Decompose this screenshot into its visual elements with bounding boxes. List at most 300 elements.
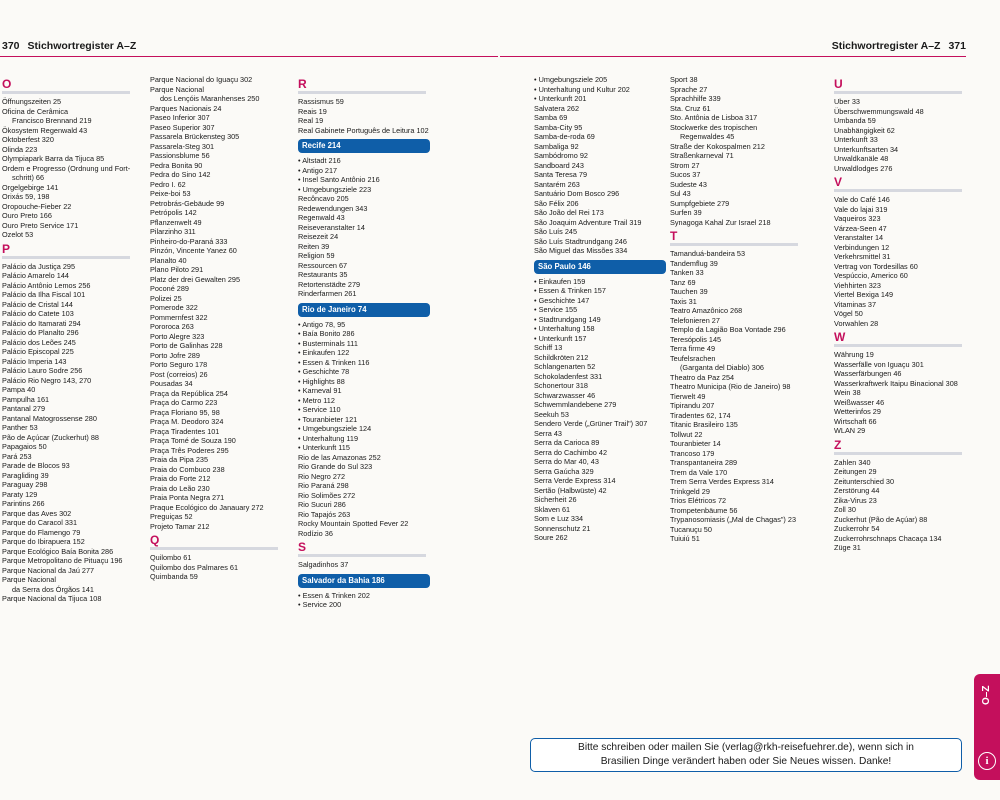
index-entry: Palácio Antônio Lemos 256 [2, 280, 91, 290]
index-entry: Straßenkarneval 71 [670, 151, 734, 160]
index-entry: Tanz 69 [670, 277, 696, 287]
index-entry: Samba-City 95 [534, 122, 583, 132]
index-entry: Sprachhilfe 339 [670, 94, 721, 103]
index-entry: Olinda 223 [2, 144, 38, 154]
index-entry: • Geschichte 147 [534, 296, 674, 306]
index-entry: Umbanda 59 [834, 116, 876, 125]
index-entry: Sport 38 [670, 75, 698, 84]
index-entry: • Unterhaltung 158 [534, 324, 674, 334]
index-entry: Parque do Ibirapuera 152 [2, 537, 85, 546]
index-entry: Paraty 129 [2, 489, 38, 499]
index-entry: • Einkaufen 159 [534, 277, 674, 287]
section-letter: U [834, 78, 962, 94]
index-entry: WLAN 29 [834, 426, 866, 435]
index-entry: Straße der Kokospalmen 212 [670, 141, 765, 151]
index-entry: Züge 31 [834, 543, 861, 552]
index-entry: Palácio do Itamarati 294 [2, 318, 81, 328]
index-entry: Som e Luz 334 [534, 514, 584, 523]
index-entry: Várzea-Seen 47 [834, 223, 887, 233]
index-entry: Trypanosomiasis („Mal de Chagas") 23 [670, 515, 797, 524]
city-heading: Recife 214 [298, 139, 430, 153]
index-entry: Oropouche-Fieber 22 [2, 201, 72, 211]
index-entry: Zika-Virus 23 [834, 495, 877, 505]
index-entry: Praça Floriano 95, 98 [150, 407, 220, 417]
index-entry: Strom 27 [670, 160, 700, 170]
index-entry: Palácio do Planalto 296 [2, 328, 79, 337]
index-entry: Templo da Lagião Boa Vontade 296 [670, 325, 786, 334]
index-entry: Palácio Amarelo 144 [2, 271, 69, 280]
index-entry: Palácio da Ilha Fiscal 101 [2, 290, 86, 299]
index-entry: Tandemflug 39 [670, 258, 718, 268]
index-entry: Vertrag von Tordesillas 60 [834, 261, 918, 271]
index-entry: Praça do Carmo 223 [150, 398, 218, 407]
index-entry: Vale do lajai 319 [834, 204, 888, 214]
index-entry: Schonertour 318 [534, 381, 588, 390]
index-entry: Oktoberfest 320 [2, 135, 54, 144]
index-entry: Palácio do Catete 103 [2, 309, 74, 318]
index-entry: Telefonieren 27 [670, 315, 720, 325]
index-entry: Rio Solimões 272 [298, 490, 356, 500]
index-entry: Platz der drei Gewalten 295 [150, 274, 241, 284]
index-entry: Real Gabinete Português de Leitura 102 [298, 125, 429, 135]
index-entry: • Antigo 217 [298, 166, 438, 176]
index-entry: Wetterinfos 29 [834, 407, 881, 416]
index-entry: Veranstalter 14 [834, 233, 884, 242]
index-entry: Palácio da Justiça 295 [2, 261, 76, 271]
index-entry: Rio Sucuri 286 [298, 500, 346, 509]
index-entry: São João del Rei 173 [534, 208, 604, 217]
index-entry: Rodízio 36 [298, 528, 333, 538]
index-column [670, 75, 810, 544]
index-entry: Trem Serra Verdes Express 314 [670, 477, 774, 486]
index-entry: Urwaldlodges 276 [834, 163, 893, 173]
index-entry: Taxis 31 [670, 296, 697, 306]
index-entry: Urwaldkanäle 48 [834, 154, 889, 163]
city-heading: Salvador da Bahia 186 [298, 574, 430, 588]
index-entry: Parque Nacional da Tijuca 108 [2, 594, 102, 603]
index-entry: Terra firme 49 [670, 344, 716, 353]
index-entry: Reiten 39 [298, 241, 330, 251]
index-entry: Passarela-Steg 301 [150, 141, 215, 151]
index-entry: Vale do Café 146 [834, 195, 890, 204]
index-entry: • Busterminals 111 [298, 339, 438, 349]
index-entry: Serra Gaúcha 329 [534, 466, 594, 476]
page-title-left: Stichwortregister A–Z [27, 40, 137, 52]
index-entry: Parque Metropolitano de Pituaçu 196 [2, 556, 123, 565]
index-entry: Porto Jofre 289 [150, 350, 200, 360]
index-entry: Tauchen 39 [670, 287, 708, 296]
index-entry: Rassismus 59 [298, 97, 344, 106]
index-entry: Sonnenschutz 21 [534, 523, 591, 533]
index-entry: Serra do Cachimbo 42 [534, 447, 608, 457]
index-entry: Paseo Inferior 307 [150, 113, 210, 122]
index-entry: Unterkunftsarten 34 [834, 144, 899, 154]
index-entry: Rio Negro 272 [298, 471, 346, 481]
index-entry: Tamanduá-bandeira 53 [670, 249, 746, 258]
index-entry: Praça M. Deodoro 324 [150, 417, 224, 426]
index-entry: Sto. Antônia de Lisboa 317 [670, 113, 758, 122]
index-entry: Porto de Galinhas 228 [150, 341, 223, 350]
index-entry: Palácio de Cristal 144 [2, 299, 73, 309]
index-entry: Santuário Dom Bosco 296 [534, 189, 620, 198]
index-entry: Ökosystem Regenwald 43 [2, 125, 88, 135]
index-entry: Transpantaneira 289 [670, 458, 738, 467]
city-heading: Rio de Janeiro 74 [298, 303, 430, 317]
index-entry: Praça Tomé de Souza 190 [150, 436, 236, 445]
index-column [534, 75, 674, 543]
index-column [298, 75, 438, 610]
index-entry: Sambaliga 92 [534, 141, 579, 151]
index-entry: Tiradentes 62, 174 [670, 410, 731, 420]
index-entry: Wasserfälle von Iguaçu 301 [834, 359, 924, 369]
index-entry: Rio Tapajós 263 [298, 509, 351, 519]
index-entry: São Luís 245 [534, 227, 578, 236]
index-entry: Währung 19 [834, 350, 874, 359]
index-entry: Pantanal 279 [2, 404, 46, 413]
index-entry: Sklaven 61 [534, 504, 571, 514]
index-entry: Pororoca 263 [150, 322, 194, 331]
index-entry: Ouro Preto Service 171 [2, 220, 79, 230]
index-entry: Unabhängigkeit 62 [834, 125, 895, 135]
index-entry: Trancoso 179 [670, 448, 715, 458]
section-letter: O [2, 78, 130, 94]
index-entry: • Unterkunft 157 [534, 334, 674, 344]
index-entry: Passarela Brückensteg 305 [150, 132, 240, 141]
index-entry: • Service 110 [298, 405, 438, 415]
index-entry: São Félix 206 [534, 198, 579, 208]
index-entry: Serra do Mar 40, 43 [534, 457, 599, 466]
index-entry: Redewendungen 343 [298, 203, 368, 213]
index-entry: Palácio dos Leões 245 [2, 337, 76, 347]
index-entry: schritt) 66 [12, 173, 45, 182]
page-header-right [832, 40, 966, 56]
index-entry: Serra 43 [534, 428, 562, 438]
index-entry: Schwarzwasser 46 [534, 390, 596, 400]
index-entry: Schlangenarten 52 [534, 362, 596, 371]
index-entry: Plano Piloto 291 [150, 265, 204, 274]
index-entry: Synagoga Kahal Zur Israel 218 [670, 217, 771, 227]
section-letter: R [298, 78, 426, 94]
index-entry: Pedra do Sino 142 [150, 170, 211, 179]
index-entry: Projeto Tamar 212 [150, 521, 210, 531]
notice-line-2: Brasilien Dinge verändert haben oder Sie Neues wissen. Danke! [600, 756, 892, 767]
index-entry: • Highlights 88 [298, 377, 438, 387]
index-entry: • Unterkunft 201 [534, 94, 674, 104]
index-entry: Praque Ecológico do Janauary 272 [150, 502, 264, 512]
index-entry: Petrópolis 142 [150, 208, 197, 217]
index-entry: Parade de Blocos 93 [2, 461, 70, 470]
index-entry: (Garganta del Diablo) 306 [680, 363, 764, 372]
index-entry: Pinzón, Vincente Yanez 60 [150, 246, 237, 255]
index-entry: Quimbanda 59 [150, 572, 198, 581]
index-entry: Wasserfärbungen 46 [834, 369, 902, 378]
index-entry: Pão de Açúcar (Zuckerhut) 88 [2, 432, 99, 442]
index-entry: Palácio Rio Negro 143, 270 [2, 375, 92, 385]
index-entry: Parque do Caracol 331 [2, 518, 78, 527]
index-entry: Sambódromo 92 [534, 151, 588, 160]
index-entry: Zuckerhut (Pão de Açúar) 88 [834, 514, 928, 524]
index-entry: Pinheiro-do-Paraná 333 [150, 236, 228, 246]
index-entry: Parque das Aves 302 [2, 508, 72, 518]
index-entry: São Luís Stadtrundgang 246 [534, 236, 627, 246]
notice-line-1: Bitte schreiben oder mailen Sie (verlag@rkh-reisefuehrer.de), wenn sich in [578, 742, 914, 753]
index-entry: Zoll 30 [834, 505, 856, 514]
index-entry: Rocky Mountain Spotted Fever 22 [298, 519, 409, 528]
index-entry: • Geschichte 78 [298, 367, 438, 377]
index-entry: • Unterhaltung und Kultur 202 [534, 85, 674, 95]
index-entry: Uber 33 [834, 97, 860, 106]
index-entry: Regenwald 43 [298, 213, 345, 222]
index-entry: • Service 200 [298, 600, 438, 610]
index-entry: Tanken 33 [670, 268, 704, 277]
index-entry: São Joaquim Adventure Trail 319 [534, 217, 642, 227]
index-entry: • Unterhaltung 119 [298, 434, 438, 444]
index-entry: Teresópolis 145 [670, 334, 722, 344]
index-entry: Wasserkraftwerk Itaipu Binacional 308 [834, 378, 958, 388]
index-entry: Parque Nacional do Iguaçu 302 [150, 75, 253, 84]
index-entry: Ouro Preto 166 [2, 211, 52, 220]
index-entry: Vögel 50 [834, 309, 863, 318]
index-entry: Orgelgebirge 141 [2, 182, 59, 192]
section-letter: Z [834, 439, 962, 455]
index-entry: Sudeste 43 [670, 179, 707, 189]
index-entry: Teufelsrachen [670, 353, 716, 363]
section-letter: Q [150, 534, 278, 550]
index-entry: Praia Ponta Negra 271 [150, 493, 225, 502]
index-entry: Ordem e Progresso (Ordnung und Fort- [2, 163, 131, 173]
index-entry: Paseo Superior 307 [150, 122, 215, 132]
index-entry: Schwemmlandebene 279 [534, 400, 617, 409]
index-entry: Parintins 266 [2, 499, 45, 508]
index-entry: Parque do Flamengo 79 [2, 527, 81, 537]
index-entry: Papagaios 50 [2, 442, 47, 451]
index-entry: Verkehrsmittel 31 [834, 252, 891, 261]
index-entry: Schokoladenfest 331 [534, 371, 603, 381]
index-entry: • Umgebungsziele 124 [298, 424, 438, 434]
index-entry: Stockwerke des tropischen [670, 122, 758, 132]
index-entry: Überschwemmungswald 48 [834, 106, 924, 116]
index-entry: Reais 19 [298, 106, 327, 116]
index-entry: Praça da República 254 [150, 388, 228, 398]
index-entry: Praia do Leão 230 [150, 483, 210, 493]
index-entry: Öffnungszeiten 25 [2, 97, 62, 106]
index-entry: Pampa 40 [2, 385, 36, 394]
index-entry: Theatro da Paz 254 [670, 372, 735, 382]
index-entry: Zeitunterschied 30 [834, 476, 895, 486]
index-entry: Recôncavo 205 [298, 194, 349, 203]
section-letter: W [834, 331, 962, 347]
index-entry: Zuckerrohrschnaps Chacaça 134 [834, 533, 942, 543]
section-letter: P [2, 243, 130, 259]
index-entry: Praça Tiradentes 101 [150, 426, 220, 436]
index-entry: Palácio Lauro Sodre 256 [2, 366, 83, 375]
index-entry: • Karneval 91 [298, 386, 438, 396]
info-icon[interactable]: i [978, 752, 996, 770]
index-entry: • Essen & Trinken 157 [534, 286, 674, 296]
index-entry: Restaurants 35 [298, 270, 348, 279]
index-entry: Sumpfgebiete 279 [670, 198, 730, 208]
index-entry: Petrobrás-Gebäude 99 [150, 198, 225, 208]
index-entry: Samba 69 [534, 113, 568, 122]
index-entry: Theatro Municipa (Rio de Janeiro) 98 [670, 382, 791, 391]
index-entry: Sul 43 [670, 189, 691, 198]
index-entry: Pommernfest 322 [150, 312, 208, 322]
feedback-notice [530, 738, 962, 772]
index-entry: Wein 38 [834, 388, 861, 397]
index-entry: Sertão (Halbwüste) 42 [534, 485, 607, 495]
index-entry: Zuckerrohr 54 [834, 524, 880, 533]
index-entry: Sta. Cruz 61 [670, 103, 711, 113]
index-entry: Tollwut 22 [670, 429, 703, 439]
index-entry: Praça Três Poderes 295 [150, 445, 229, 455]
index-entry: Tierwelt 49 [670, 391, 706, 401]
index-entry: Tuiuiú 51 [670, 534, 700, 543]
index-column [834, 75, 974, 553]
page-title-right: Stichwortregister A–Z [831, 40, 941, 52]
index-entry: Palácio Imperia 143 [2, 356, 67, 366]
index-entry: Retortenstädte 279 [298, 279, 361, 289]
index-entry: Real 19 [298, 116, 324, 125]
index-entry: Zeitungen 29 [834, 467, 877, 476]
index-entry: Santa Teresa 79 [534, 170, 588, 179]
index-entry: • Altstadt 216 [298, 156, 438, 166]
index-entry: Sicherheit 26 [534, 495, 577, 504]
index-entry: Sprache 27 [670, 84, 708, 94]
index-entry: Pampulha 161 [2, 394, 50, 404]
index-entry: Religion 59 [298, 251, 335, 260]
index-entry: Pedro I. 62 [150, 179, 186, 189]
index-entry: Pantanal Matogrossense 280 [2, 413, 97, 423]
index-entry: Peixe-boi 53 [150, 189, 191, 198]
index-entry: • Insel Santo Antônio 216 [298, 175, 438, 185]
index-entry: Passionsblume 56 [150, 151, 210, 160]
index-entry: Schildkröten 212 [534, 352, 589, 362]
index-entry: Pedra Bonita 90 [150, 160, 203, 170]
index-entry: Touranbieter 14 [670, 439, 721, 448]
index-entry: Samba-de-roda 69 [534, 132, 595, 141]
index-entry: Trem da Vale 170 [670, 467, 728, 477]
index-entry: Teatro Amazônico 268 [670, 306, 743, 315]
index-entry: Planalto 40 [150, 255, 187, 265]
index-entry: • Essen & Trinken 202 [298, 591, 438, 601]
index-entry: Vitaminas 37 [834, 299, 877, 309]
index-entry: Poconé 289 [150, 284, 189, 293]
section-letter: S [298, 541, 426, 557]
index-entry: Wirtschaft 66 [834, 416, 877, 426]
index-entry: Regenwaldes 45 [680, 132, 735, 141]
page-number-left: 370 [2, 40, 20, 52]
index-entry: Paragliding 39 [2, 470, 49, 480]
index-entry: Vaqueiros 323 [834, 214, 881, 223]
index-entry: Serra Verde Express 314 [534, 476, 616, 485]
index-entry: Unterkunft 33 [834, 135, 878, 144]
index-entry: Pilarzinho 311 [150, 227, 196, 236]
index-entry: Praia do Forte 212 [150, 474, 211, 483]
index-entry: Viehhirten 323 [834, 280, 881, 290]
index-entry: • Essen & Trinken 116 [298, 358, 438, 368]
section-tab-label: O–Z [981, 685, 992, 705]
index-entry: da Serra dos Órgãos 141 [12, 584, 94, 594]
index-entry: Surfen 39 [670, 208, 702, 217]
index-entry: Weißwasser 46 [834, 397, 885, 407]
index-entry: Rio Paraná 298 [298, 481, 349, 490]
index-entry: Verbindungen 12 [834, 242, 890, 252]
index-entry: Sandboard 243 [534, 160, 584, 170]
index-entry: • Baía Bonito 286 [298, 329, 438, 339]
index-entry: São Miguel das Missões 334 [534, 246, 628, 255]
index-entry: Tucanuçu 50 [670, 524, 712, 534]
index-entry: dos Lençóis Maranhenses 250 [160, 94, 260, 103]
index-entry: Trinkgeld 29 [670, 486, 710, 496]
index-entry: • Umgebungsziele 205 [534, 75, 674, 85]
section-letter: V [834, 176, 962, 192]
index-entry: Schiff 13 [534, 343, 563, 352]
index-entry: Orixás 59, 198 [2, 192, 50, 201]
index-column [2, 75, 142, 604]
section-letter: T [670, 230, 798, 246]
index-entry: Parque Nacional da Jaú 277 [2, 565, 95, 575]
index-entry: • Stadtrundgang 149 [534, 315, 674, 325]
index-entry: Parques Nacionais 24 [150, 103, 222, 113]
index-entry: Tipirandu 207 [670, 401, 715, 410]
index-entry: Porto Alegre 323 [150, 331, 205, 341]
index-entry: Reisezeit 24 [298, 232, 339, 241]
index-entry: • Service 155 [534, 305, 674, 315]
index-entry: Rinderfarmen 261 [298, 289, 357, 298]
index-entry: • Antigo 78, 95 [298, 320, 438, 330]
index-entry: • Umgebungsziele 223 [298, 185, 438, 195]
index-entry: Soure 262 [534, 533, 568, 542]
index-entry: Parque Nacional [2, 575, 56, 584]
index-column [150, 75, 290, 582]
index-entry: Vorwahlen 28 [834, 318, 879, 328]
index-entry: Quilombo 61 [150, 553, 192, 562]
index-entry: Zerstörung 44 [834, 486, 880, 495]
section-tab[interactable] [974, 674, 1000, 780]
page-header-left [2, 40, 136, 56]
index-entry: Viertel Bexiga 149 [834, 290, 894, 299]
index-entry: Trompetenbäume 56 [670, 505, 738, 515]
index-entry: Paraguay 298 [2, 480, 48, 489]
index-entry: Parque Ecológico Baía Bonita 286 [2, 546, 114, 556]
index-entry: Parque Nacional [150, 84, 204, 94]
index-entry: Palácio Episcopal 225 [2, 347, 74, 356]
index-entry: Praia do Combuco 238 [150, 464, 225, 474]
index-entry: Salgadinhos 37 [298, 560, 349, 569]
index-entry: Salvatera 262 [534, 103, 580, 113]
index-entry: Pflanzenwelt 49 [150, 217, 202, 227]
index-entry: Panther 53 [2, 423, 38, 432]
index-entry: Zahlen 340 [834, 457, 871, 467]
index-entry: Vespúccio, Americo 60 [834, 271, 908, 280]
city-heading: São Paulo 146 [534, 260, 666, 274]
page-number-right: 371 [948, 40, 966, 52]
index-entry: Porto Seguro 178 [150, 360, 208, 369]
index-entry: Polizei 25 [150, 293, 182, 303]
index-entry: Rio de las Amazonas 252 [298, 452, 381, 462]
index-entry: • Unterkunft 115 [298, 443, 438, 453]
index-entry: Post (correios) 26 [150, 369, 208, 379]
index-entry: Sendero Verde („Grüner Trail") 307 [534, 419, 648, 428]
right-page [500, 0, 1000, 800]
index-entry: Pará 253 [2, 451, 32, 461]
index-entry: Olympiapark Barra da Tijuca 85 [2, 154, 105, 163]
header-rule-right [500, 56, 966, 57]
index-entry: Reiseveranstalter 14 [298, 222, 365, 232]
index-entry: Ressourcen 67 [298, 260, 348, 270]
index-entry: Santarém 263 [534, 179, 580, 189]
index-entry: Quilombo dos Palmares 61 [150, 562, 239, 572]
